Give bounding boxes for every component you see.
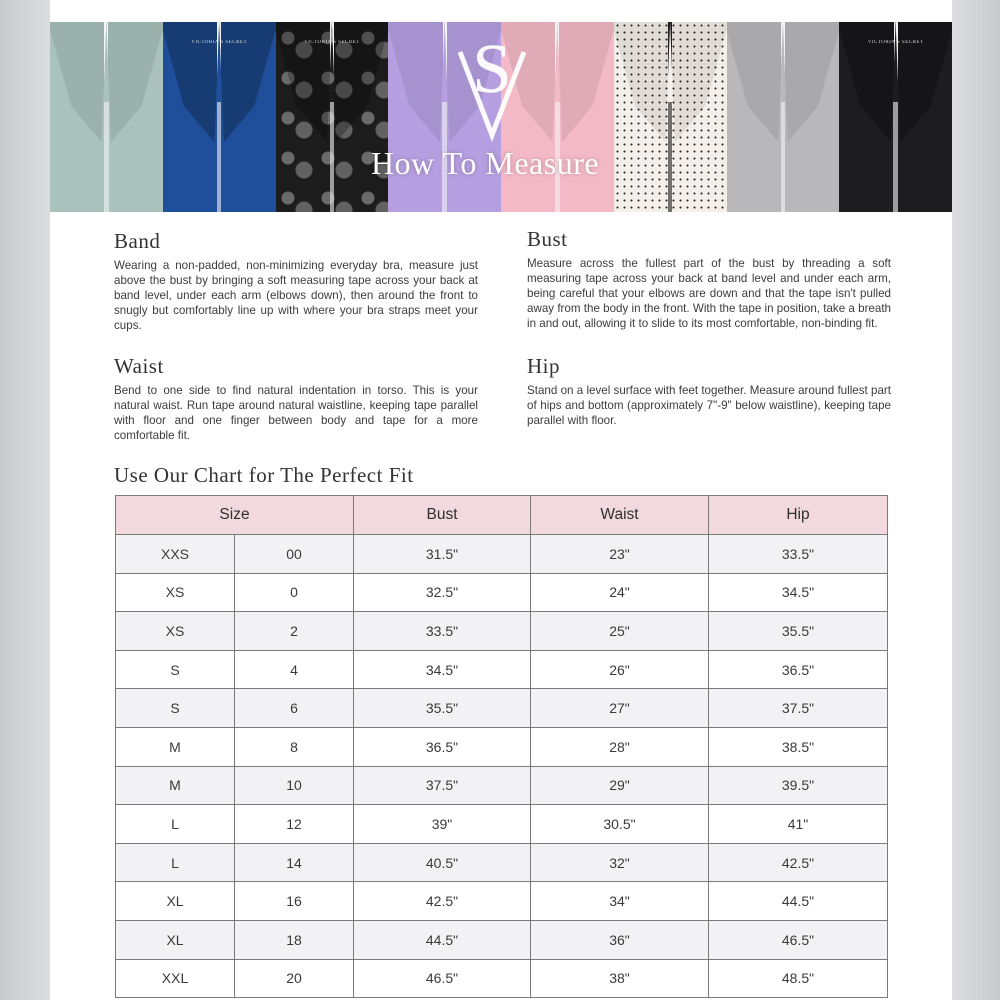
size-guide-sheet — [50, 0, 952, 1000]
shirt-brand-label: VICTORIA'S SECRET — [191, 40, 248, 45]
table-row — [116, 843, 888, 882]
shirt-collar — [783, 22, 839, 142]
shirt-placket — [893, 102, 898, 212]
bust-cell: 44.5" — [354, 920, 531, 959]
vs-logo — [452, 30, 532, 150]
chart-title: Use Our Chart for The Perfect Fit — [114, 463, 414, 487]
waist-cell: 34" — [531, 882, 709, 921]
size-number-cell: 18 — [235, 920, 354, 959]
hip-cell: 42.5" — [709, 843, 888, 882]
table-row — [116, 766, 888, 805]
shirt-collar — [106, 22, 162, 142]
waist-cell: 24" — [531, 573, 709, 612]
shirt-brand-label: VICTORIA'S SECRET — [303, 40, 360, 45]
hip-cell: 41" — [709, 805, 888, 844]
table-row — [116, 573, 888, 612]
hip-cell: 48.5" — [709, 959, 888, 998]
bust-cell: 34.5" — [354, 650, 531, 689]
band-heading: Band — [114, 229, 161, 253]
hip-heading: Hip — [527, 354, 560, 378]
header-bust: Bust — [354, 496, 531, 535]
band-text: Wearing a non-padded, non-minimizing everyday bra, measure just above the bust by bringing a soft measuring tape across your back at band level, under each arm (elbows down), then around the front to snugly but comfortably line up with where your bra straps meet your cups. — [114, 259, 478, 332]
table-row — [116, 650, 888, 689]
shirt-collar — [614, 22, 670, 142]
table-row — [116, 882, 888, 921]
shirt-placket — [217, 102, 222, 212]
size-number-cell: 20 — [235, 959, 354, 998]
size-number-cell: 4 — [235, 650, 354, 689]
bust-cell: 46.5" — [354, 959, 531, 998]
table-row — [116, 805, 888, 844]
right-margin — [952, 0, 1000, 1000]
table-row — [116, 535, 888, 574]
size-number-cell: 14 — [235, 843, 354, 882]
bust-cell: 31.5" — [354, 535, 531, 574]
size-letter-cell: M — [116, 766, 235, 805]
shirt-placket — [104, 102, 109, 212]
waist-cell: 28" — [531, 727, 709, 766]
shirt-brand-label: VICTORIA'S SECRET — [867, 40, 924, 45]
bust-cell: 40.5" — [354, 843, 531, 882]
hip-cell: 34.5" — [709, 573, 888, 612]
table-row — [116, 689, 888, 728]
hip-cell: 35.5" — [709, 612, 888, 651]
size-number-cell: 10 — [235, 766, 354, 805]
shirt-collar — [670, 22, 726, 142]
bust-cell: 35.5" — [354, 689, 531, 728]
table-row — [116, 920, 888, 959]
bust-text: Measure across the fullest part of the bust by threading a soft measuring tape across your back at band level and under each arm, being careful that your elbows are down and that the tape isn't pulled away from the body in the front. With the tape in position, take a breath in and out, allowing it to slide to its most comfortable, non-binding fit. — [527, 257, 891, 330]
table-header-row — [116, 496, 888, 535]
pajama-shirt-image — [614, 22, 727, 212]
bust-cell: 39" — [354, 805, 531, 844]
shirt-placket — [668, 102, 673, 212]
size-number-cell: 8 — [235, 727, 354, 766]
waist-cell: 32" — [531, 843, 709, 882]
bust-cell: 33.5" — [354, 612, 531, 651]
table-row — [116, 612, 888, 651]
waist-text: Bend to one side to find natural indentation in torso. This is your natural waist. Run tape around natural waistline, keeping tape parallel with floor and one finger between body and tape for a more comfortable fit. — [114, 384, 478, 442]
hip-cell: 33.5" — [709, 535, 888, 574]
bust-section — [527, 227, 891, 331]
size-number-cell: 0 — [235, 573, 354, 612]
header-waist: Waist — [531, 496, 709, 535]
pajama-shirt-image — [839, 22, 952, 212]
pajama-shirt-image — [50, 22, 163, 212]
size-number-cell: 12 — [235, 805, 354, 844]
shirt-collar — [557, 22, 613, 142]
waist-heading: Waist — [114, 354, 164, 378]
hip-cell: 46.5" — [709, 920, 888, 959]
waist-cell: 36" — [531, 920, 709, 959]
bust-cell: 32.5" — [354, 573, 531, 612]
hip-cell: 39.5" — [709, 766, 888, 805]
band-section — [114, 229, 478, 333]
table-row — [116, 727, 888, 766]
waist-cell: 27" — [531, 689, 709, 728]
waist-cell: 38" — [531, 959, 709, 998]
size-number-cell: 00 — [235, 535, 354, 574]
size-letter-cell: XS — [116, 612, 235, 651]
size-number-cell: 6 — [235, 689, 354, 728]
shirt-collar — [50, 22, 106, 142]
size-letter-cell: XXS — [116, 535, 235, 574]
waist-cell: 29" — [531, 766, 709, 805]
shirt-placket — [330, 102, 335, 212]
size-letter-cell: S — [116, 689, 235, 728]
pajama-shirt-image — [276, 22, 389, 212]
header-size: Size — [116, 496, 354, 535]
hip-cell: 37.5" — [709, 689, 888, 728]
size-number-cell: 16 — [235, 882, 354, 921]
size-chart-table — [115, 495, 888, 998]
header-hip: Hip — [709, 496, 888, 535]
table-row — [116, 959, 888, 998]
hip-text: Stand on a level surface with feet together. Measure around fullest part of hips and bottom (approximately 7"-9" below waistline), keeping tape parallel with floor. — [527, 384, 891, 427]
bust-cell: 37.5" — [354, 766, 531, 805]
bust-cell: 42.5" — [354, 882, 531, 921]
size-letter-cell: XXL — [116, 959, 235, 998]
shirt-collar — [727, 22, 783, 142]
size-letter-cell: XL — [116, 882, 235, 921]
waist-section — [114, 354, 478, 443]
table-body — [116, 535, 888, 998]
size-letter-cell: XL — [116, 920, 235, 959]
size-letter-cell: L — [116, 843, 235, 882]
shirt-placket — [781, 102, 786, 212]
left-margin — [0, 0, 50, 1000]
pajama-shirt-image — [163, 22, 276, 212]
waist-cell: 25" — [531, 612, 709, 651]
hip-section — [527, 354, 891, 428]
size-letter-cell: L — [116, 805, 235, 844]
size-letter-cell: M — [116, 727, 235, 766]
hip-cell: 44.5" — [709, 882, 888, 921]
bust-heading: Bust — [527, 227, 568, 251]
waist-cell: 30.5" — [531, 805, 709, 844]
bust-cell: 36.5" — [354, 727, 531, 766]
shirt-collar — [388, 22, 444, 142]
size-letter-cell: XS — [116, 573, 235, 612]
waist-cell: 26" — [531, 650, 709, 689]
size-number-cell: 2 — [235, 612, 354, 651]
hip-cell: 38.5" — [709, 727, 888, 766]
waist-cell: 23" — [531, 535, 709, 574]
pajama-shirt-image — [727, 22, 840, 212]
banner-title: How To Measure — [370, 145, 600, 181]
svg-text:S: S — [472, 31, 512, 108]
size-letter-cell: S — [116, 650, 235, 689]
hip-cell: 36.5" — [709, 650, 888, 689]
